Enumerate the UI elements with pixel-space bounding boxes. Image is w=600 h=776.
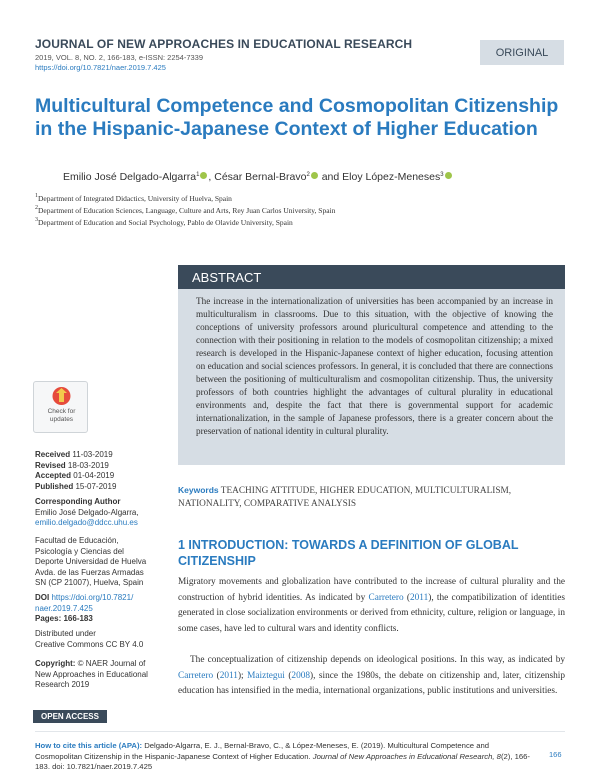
affiliation-sup: 2	[35, 205, 38, 211]
author-sup: 3	[440, 172, 444, 178]
open-access-badge: OPEN ACCESS	[33, 710, 107, 723]
date-value: 11-03-2019	[72, 450, 113, 459]
pages-label: Pages:	[35, 614, 62, 623]
affiliation-sup: 1	[35, 193, 38, 199]
paragraph-text: ), since the 1980s, the debate on citizenship and, later, citizenship education has intensified in the media, international organizations, public institutions and universities.	[178, 670, 565, 697]
sidebar-doi-link-cont[interactable]: naer.2019.7.425	[35, 603, 93, 613]
orcid-icon[interactable]	[311, 172, 318, 179]
author-separator: and	[318, 171, 343, 183]
doi-label: DOI	[35, 593, 50, 602]
date-label: Accepted	[35, 471, 72, 480]
affiliation	[35, 193, 232, 203]
author-separator: ,	[208, 171, 215, 183]
copyright-text: © NAER Journal of	[77, 659, 146, 668]
affiliation-text: Department of Integrated Didactics, University of Huelva, Spain	[38, 194, 232, 203]
affiliation-sup: 3	[35, 217, 38, 223]
doi-link[interactable]: https://doi.org/10.7821/naer.2019.7.425	[35, 63, 166, 72]
check-updates-icon	[34, 382, 89, 408]
check-updates-label	[34, 408, 89, 423]
author-name: Eloy López-Meneses	[342, 171, 441, 183]
paragraph-text: (	[403, 592, 410, 603]
cite-text: Delgado-Algarra, E. J., Bernal-Bravo, C., & López-Meneses, E. (2019). Multicultural Competence and Cosmopolitan Citizenship in the Hispanic-Japanese Context of Higher Education.	[35, 741, 490, 761]
journal-meta: 2019, VOL. 8, NO. 2, 166-183, e-ISSN: 2254-7339	[35, 53, 204, 62]
affiliation	[35, 205, 335, 215]
journal-title: JOURNAL OF NEW APPROACHES IN EDUCATIONAL RESEARCH	[35, 37, 413, 51]
citation-link[interactable]: Carretero	[368, 592, 404, 603]
license-line: Creative Commons CC BY 4.0	[35, 639, 144, 649]
body-paragraph	[178, 575, 565, 637]
citation-year-link[interactable]: 2011	[409, 592, 429, 603]
sidebar-doi	[35, 593, 133, 625]
paragraph-text: (	[213, 670, 220, 681]
page-number: 166	[549, 750, 562, 759]
footer-divider	[35, 731, 565, 732]
keywords	[178, 484, 565, 511]
keywords-label: Keywords	[178, 485, 219, 495]
author-name: Emilio José Delgado-Algarra	[63, 171, 197, 183]
sidebar-doi-link[interactable]: https://doi.org/10.7821/	[51, 593, 134, 602]
body-paragraph	[178, 653, 565, 700]
citation-link[interactable]: Maiztegui	[247, 670, 285, 681]
corr-label: Corresponding Author	[35, 497, 121, 506]
author-list	[63, 171, 453, 183]
paragraph-text: The conceptualization of citizenship depends on ideological positions. In this way, as indicated by	[190, 655, 565, 665]
affiliation-text: Department of Education and Social Psychology, Pablo de Olavide University, Spain	[38, 218, 293, 227]
paragraph-text: (	[284, 670, 292, 681]
copyright-text: Research 2019	[35, 680, 90, 689]
cite-label: How to cite this article (APA):	[35, 741, 143, 750]
date-row	[35, 471, 116, 482]
copyright-label: Copyright:	[35, 659, 76, 668]
paragraph-text: ), the compatibilization of identities generated in close socialization environments or derived from ethnicity, culture, religion or language, in some cases, have led to cultural wars and identity conflicts.	[178, 592, 565, 634]
citation-link[interactable]: Carretero	[178, 670, 214, 681]
corr-name: Emilio José Delgado-Algarra,	[35, 507, 139, 517]
address-line: Facultad de Educación,	[35, 536, 119, 545]
copyright-text: New Approaches in Educational	[35, 669, 148, 679]
citation-year-link[interactable]: 2008	[291, 670, 311, 681]
cite-journal: Journal of New Approaches in Educational Research, 8	[312, 751, 501, 761]
copyright	[35, 659, 148, 691]
article-type-badge: ORIGINAL	[480, 40, 564, 65]
license-line: Distributed under	[35, 629, 96, 638]
date-row	[35, 482, 116, 493]
article-title: Multicultural Competence and Cosmopolitan Citizenship in the Hispanic-Japanese Context of Higher Education	[35, 95, 559, 140]
check-updates-line1: Check for	[47, 408, 76, 415]
date-label: Revised	[35, 460, 66, 470]
address-line: Deporte Universidad de Huelva	[35, 557, 147, 566]
corresponding-author	[35, 497, 139, 529]
orcid-icon[interactable]	[200, 172, 207, 179]
corr-email-link[interactable]: emilio.delgado@ddcc.uhu.es	[35, 518, 138, 527]
paragraph-text: Migratory movements and globalization have contributed to the increase of cultural plurality and the construction of hybrid identities. As indicated by	[178, 577, 565, 603]
keywords-text: TEACHING ATTITUDE, HIGHER EDUCATION, MULTICULTURALISM, NATIONALITY, COMPARATIVE ANALYSIS	[178, 486, 512, 509]
orcid-icon[interactable]	[445, 172, 452, 179]
corr-address	[35, 536, 146, 589]
section-heading: 1 INTRODUCTION: TOWARDS A DEFINITION OF GLOBAL CITIZENSHIP	[178, 538, 519, 568]
cite-text-end: (2), 166-183. doi: 10.7821/naer.2019.7.425	[35, 751, 530, 771]
date-label: Received	[35, 450, 71, 459]
date-label: Published	[35, 481, 74, 491]
citation-footer	[35, 741, 530, 773]
date-value: 15-07-2019	[75, 481, 117, 491]
author-sup: 1	[196, 172, 200, 178]
date-value: 18-03-2019	[67, 460, 109, 470]
article-dates	[35, 450, 116, 492]
address-line: Avda. de las Fuerzas Armadas	[35, 567, 144, 577]
date-row	[35, 461, 116, 472]
author-sup: 2	[306, 172, 310, 178]
check-for-updates-button[interactable]	[33, 381, 88, 433]
address-line: Psicología y Ciencias del	[35, 546, 124, 556]
check-updates-line2: updates	[49, 415, 74, 423]
address-line: SN (CP 21007), Huelva, Spain	[35, 578, 144, 587]
affiliation-text: Department of Education Sciences, Language, Culture and Arts, Rey Juan Carlos University, Spain	[38, 206, 336, 215]
paragraph-text: );	[237, 670, 248, 681]
pages-value: 166-183	[63, 614, 93, 623]
license	[35, 629, 143, 650]
author-name: César Bernal-Bravo	[214, 171, 307, 183]
date-value: 01-04-2019	[73, 471, 115, 480]
abstract-body: The increase in the internationalization of universities has been accompanied by an increase in multiculturalism in classrooms. Due to this situation, with the objective of knowing the conceptions of university professors around pluricultural competence and attending to the connection with their positioning in relation to the models of cosmopolitan citizenship; a mixed research is developed in the Hispanic-Japanese context of higher education, focusing attention on education and social sciences professors. In general, it is concluded that there are connections between the positioning of multiculturalism and cosmopolitan citizenship. Thus, the university professors of both countries highlight the advantages of cultural plurality in educational environments and, despite the fact that there is governmental support for academic internationalization, in the sample of Japanese professors, there is a greater concern about the preservation of national identity in cultural plurality.	[178, 289, 565, 465]
date-row	[35, 450, 116, 461]
abstract-heading: ABSTRACT	[178, 265, 565, 289]
affiliation	[35, 217, 293, 227]
citation-year-link[interactable]: 2011	[219, 670, 238, 681]
